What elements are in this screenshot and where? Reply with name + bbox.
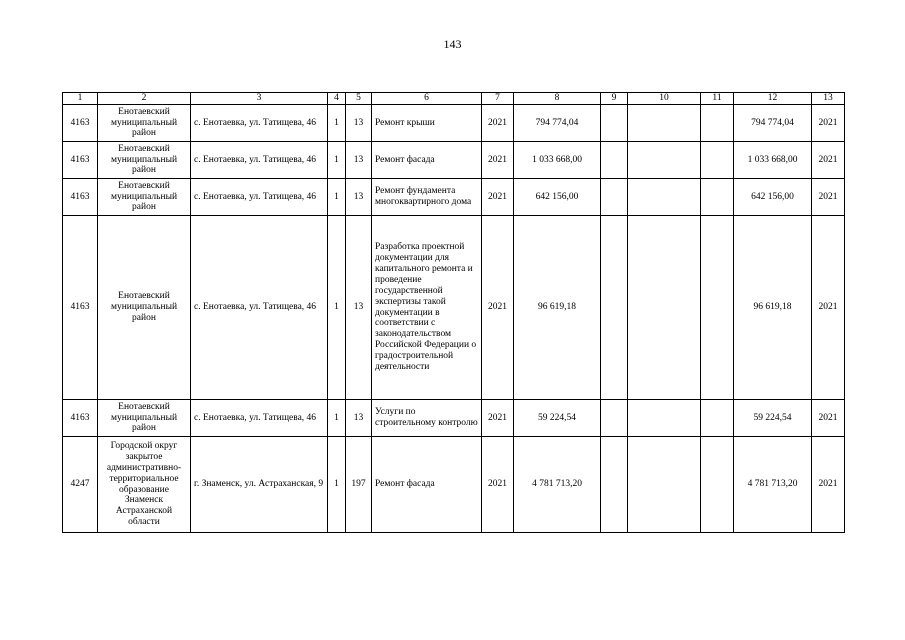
cell-completion-year: 2021	[812, 437, 845, 533]
cell-address: с. Енотаевка, ул. Татищева, 46	[191, 400, 328, 437]
cell-col9	[601, 437, 628, 533]
cell-cost: 96 619,18	[514, 216, 601, 400]
cell-col10	[628, 437, 701, 533]
column-header: 12	[734, 93, 812, 105]
column-header: 3	[191, 93, 328, 105]
cell-col11	[701, 142, 734, 179]
cell-municipality: Енотаевский муниципальный район	[98, 400, 191, 437]
cell-cost: 642 156,00	[514, 179, 601, 216]
cell-year: 2021	[482, 142, 514, 179]
cell-col9	[601, 105, 628, 142]
column-header: 11	[701, 93, 734, 105]
cell-municipality: Городской округ закрытое административно-территориальное образование Знаменск Астраханской области	[98, 437, 191, 533]
cell-col10	[628, 216, 701, 400]
cell-col10	[628, 142, 701, 179]
cell-col5: 13	[346, 142, 372, 179]
cell-code: 4163	[63, 105, 98, 142]
cell-work-type: Разработка проектной документации для капитального ремонта и проведение государственной экспертизы такой документации в соответствии с законодательством Российской Федерации о градостроительной деятельности	[372, 216, 482, 400]
cell-total: 1 033 668,00	[734, 142, 812, 179]
cell-col11	[701, 437, 734, 533]
cell-col11	[701, 105, 734, 142]
cell-col9	[601, 142, 628, 179]
cell-total: 794 774,04	[734, 105, 812, 142]
cell-col9	[601, 216, 628, 400]
cell-code: 4163	[63, 216, 98, 400]
cell-code: 4163	[63, 142, 98, 179]
cell-address: с. Енотаевка, ул. Татищева, 46	[191, 105, 328, 142]
repair-registry-table	[62, 92, 845, 533]
column-header: 9	[601, 93, 628, 105]
column-header: 7	[482, 93, 514, 105]
table-header-row	[63, 93, 845, 105]
cell-col9	[601, 400, 628, 437]
cell-code: 4163	[63, 400, 98, 437]
cell-col4: 1	[328, 179, 346, 216]
column-header: 1	[63, 93, 98, 105]
table-row	[63, 437, 845, 533]
cell-year: 2021	[482, 179, 514, 216]
table-row	[63, 179, 845, 216]
column-header: 4	[328, 93, 346, 105]
column-header: 13	[812, 93, 845, 105]
cell-total: 642 156,00	[734, 179, 812, 216]
cell-municipality: Енотаевский муниципальный район	[98, 216, 191, 400]
cell-col11	[701, 179, 734, 216]
cell-col4: 1	[328, 437, 346, 533]
cell-col4: 1	[328, 216, 346, 400]
cell-total: 59 224,54	[734, 400, 812, 437]
cell-col5: 13	[346, 400, 372, 437]
cell-col4: 1	[328, 142, 346, 179]
cell-col11	[701, 216, 734, 400]
cell-municipality: Енотаевский муниципальный район	[98, 142, 191, 179]
cell-work-type: Услуги по строительному контролю	[372, 400, 482, 437]
column-header: 10	[628, 93, 701, 105]
cell-municipality: Енотаевский муниципальный район	[98, 105, 191, 142]
column-header: 8	[514, 93, 601, 105]
cell-address: с. Енотаевка, ул. Татищева, 46	[191, 179, 328, 216]
table-row	[63, 216, 845, 400]
cell-col10	[628, 105, 701, 142]
cell-completion-year: 2021	[812, 216, 845, 400]
cell-col10	[628, 400, 701, 437]
cell-completion-year: 2021	[812, 142, 845, 179]
cell-total: 96 619,18	[734, 216, 812, 400]
cell-cost: 794 774,04	[514, 105, 601, 142]
cell-municipality: Енотаевский муниципальный район	[98, 179, 191, 216]
cell-work-type: Ремонт фасада	[372, 142, 482, 179]
cell-address: с. Енотаевка, ул. Татищева, 46	[191, 216, 328, 400]
cell-code: 4247	[63, 437, 98, 533]
table-row	[63, 142, 845, 179]
cell-col4: 1	[328, 105, 346, 142]
cell-address: с. Енотаевка, ул. Татищева, 46	[191, 142, 328, 179]
cell-total: 4 781 713,20	[734, 437, 812, 533]
cell-col5: 13	[346, 105, 372, 142]
page-number: 143	[443, 37, 462, 51]
cell-col5: 13	[346, 216, 372, 400]
cell-year: 2021	[482, 400, 514, 437]
cell-col11	[701, 400, 734, 437]
column-header: 2	[98, 93, 191, 105]
cell-cost: 1 033 668,00	[514, 142, 601, 179]
cell-code: 4163	[63, 179, 98, 216]
cell-col10	[628, 179, 701, 216]
table-row	[63, 105, 845, 142]
cell-completion-year: 2021	[812, 179, 845, 216]
column-header: 5	[346, 93, 372, 105]
cell-year: 2021	[482, 216, 514, 400]
cell-col5: 13	[346, 179, 372, 216]
cell-col5: 197	[346, 437, 372, 533]
table-row	[63, 400, 845, 437]
cell-address: г. Знаменск, ул. Астраханская, 9	[191, 437, 328, 533]
cell-work-type: Ремонт фасада	[372, 437, 482, 533]
cell-col9	[601, 179, 628, 216]
cell-year: 2021	[482, 105, 514, 142]
cell-work-type: Ремонт фундамента многоквартирного дома	[372, 179, 482, 216]
cell-completion-year: 2021	[812, 105, 845, 142]
column-header: 6	[372, 93, 482, 105]
cell-completion-year: 2021	[812, 400, 845, 437]
cell-cost: 4 781 713,20	[514, 437, 601, 533]
cell-cost: 59 224,54	[514, 400, 601, 437]
cell-work-type: Ремонт крыши	[372, 105, 482, 142]
cell-col4: 1	[328, 400, 346, 437]
cell-year: 2021	[482, 437, 514, 533]
